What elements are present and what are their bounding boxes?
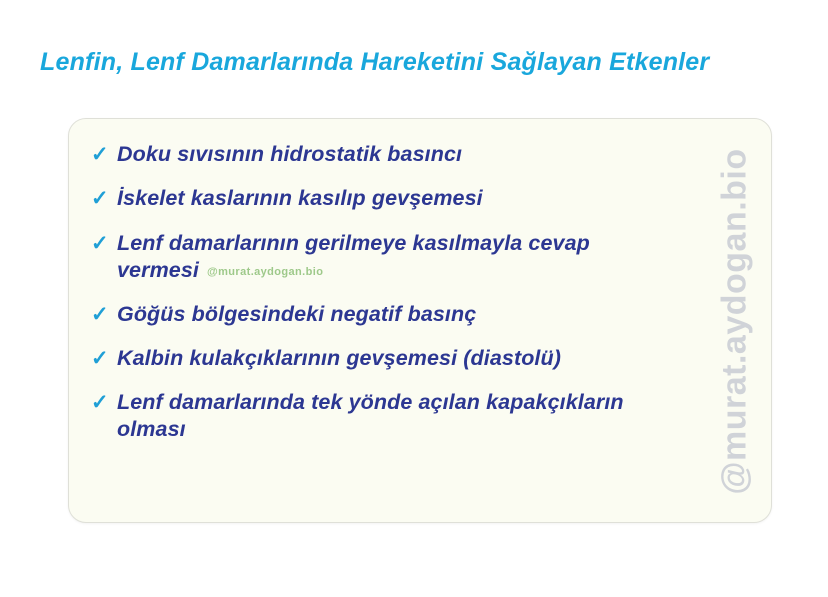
list-item-text: Lenf damarlarının gerilmeye kasılmayla cevap vermesi: [117, 230, 590, 282]
list-item-label: [117, 389, 671, 443]
list-item: [91, 301, 671, 328]
check-icon: ✓: [91, 231, 109, 255]
list-item-label: [117, 141, 462, 168]
list-item: [91, 185, 671, 212]
inline-watermark: @murat.aydogan.bio: [207, 265, 324, 278]
watermark-vertical: [705, 119, 765, 523]
list-item: [91, 345, 671, 372]
list-item: [91, 389, 671, 443]
list-item-text: Doku sıvısının hidrostatik basıncı: [117, 142, 463, 166]
list-item-text: Kalbin kulakçıklarının gevşemesi (diastolü): [117, 345, 561, 370]
check-icon: ✓: [91, 346, 109, 370]
list-item-text: Göğüs bölgesindeki negatif basınç: [117, 301, 477, 326]
page-title: Lenfin, Lenf Damarlarında Hareketini Sağlayan Etkenler: [40, 48, 710, 76]
bullet-list: [91, 141, 671, 460]
list-item-label: [117, 345, 561, 372]
list-item: [91, 230, 671, 284]
list-item-label: [117, 301, 476, 328]
check-icon: ✓: [91, 187, 109, 211]
list-item-label: [117, 185, 483, 212]
list-item: [91, 141, 671, 168]
content-card: [68, 118, 772, 523]
check-icon: ✓: [91, 391, 109, 415]
list-item-text: Lenf damarlarında tek yönde açılan kapakçıkların olması: [117, 390, 624, 442]
list-item-text: İskelet kaslarının kasılıp gevşemesi: [117, 186, 483, 211]
watermark-text: @murat.aydogan.bio: [715, 148, 754, 495]
list-item-label: [117, 230, 671, 284]
check-icon: ✓: [91, 302, 109, 326]
check-icon: ✓: [91, 143, 109, 166]
